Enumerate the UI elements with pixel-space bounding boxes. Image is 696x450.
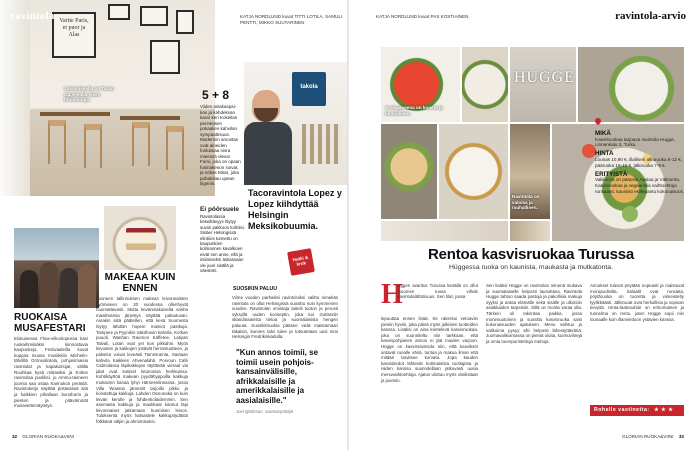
interior-photo-caption: Ravintola on valoisa ja rauhallinen. xyxy=(512,194,540,211)
festival-crowd-photo xyxy=(14,228,99,308)
hugge-storefront-photo xyxy=(510,47,576,122)
ruokaisa-body: Elokuisessa Flow-viikonlopussa kävi ruokaihmisiäkin kiinnostavia kaupunkeja. Festivaaleilla kuvat kuppaa mussa musiikkiin Michelin-tähdillä Grönvalintola, pohjoismaisia ravintolat ja kapakoitsijat, välilla Ruuhkaa kysä mittasiksi ja Kolme ravintolaa puoliksi, jo Ammu-taimeen juomia saa ostaa Kannukon perästä. Ravintoketju näyttää pistävässä sitä ja kaikkien pihallaan bun2burin ja pienten ja pitävämmät musasettemäytetys. xyxy=(14,336,88,409)
five-plus-eight-title: 5 + 8 xyxy=(202,88,230,102)
pull-quote-credit: Joel Björkman, ravintolayrittäjä xyxy=(236,409,294,414)
article-col3-body: Annokset tulevat pöytään nopeasti ja maistuvat monipuolisilta. Salaatit ovat runsaita, pöytäruoka on tuoretta ja viimeistelty tyylikkäästi. Jälkiruoat ovat herkullisia ja sopivan kevyitä. Hinta-laatusuhde on erinomainen ja tunnelma on rento, joten Hügge sopii niin lounaalle kuin illanviettoon ystävien kanssa. xyxy=(590,283,684,322)
place-feature-name: Ei pöörsuele xyxy=(200,206,240,213)
article-col1-top: üggen avaritus Turussa kesällä on ollut Suomen ruoan viihde ravintolalähtöisuus. Sen tilat, jossa xyxy=(398,283,478,300)
footer-left xyxy=(12,434,74,439)
chef-portrait-photo xyxy=(244,62,347,185)
article-col1-body: lepuuttaa ennen lisää. Se rakentui vetoaviin pieniin hyviin, joka päivä myös julkisien tuotteiden kanssa. Lisäksi on aina kiertelevä kasvisruokaa, joka on suunniteltu niin tarkkaan, että kasvispohjainen annos ei jää muiden varjoon. Hügge on kasvisravintola niin, että kasvikset antavat ruoalle väriä, tuntua ja makua ilman että mitään tarvitsee korvata. Jopa kauden kasvistiedot lähtevät kotimaisista tuottajista ja niiden kanssa suunnitellaan jatkuvasti uusia menuvaihtoehtoja. Ajatus ulottuu myös viinilistaan ja juomiin. xyxy=(381,316,478,383)
magazine-name-left: GLORIAN RUOKA&VIINI xyxy=(22,434,74,439)
taco-sign-text: takola xyxy=(300,84,318,90)
info-hinta: Lounas 10,90 €, illallisen alkuruoka 8-12 €, pääruoka 16-19 €, jälkiruoka 7-9 €. xyxy=(595,156,683,168)
rating-stars-icon: ★ ★ ★ xyxy=(654,407,674,413)
red-badge: Hutki & kruk xyxy=(287,248,315,276)
magazine-name-right: GLORIAN RUOKA&VIINI xyxy=(622,434,674,439)
location-pin-icon xyxy=(594,117,602,125)
ruokaisa-headline: RUOKAISA MUSAFESTARI xyxy=(14,312,86,334)
tables-photo xyxy=(510,221,550,241)
makeaa-body: Tuoneen tallinnuksen makean leivonnaisten syömiseen on 20 vuodessa ollenhyvät huomattavasti. Mutta leivänmakuisella vanha maailmansa järjestys näyttää palautuvan. Ainakin siitä päätellen, että kesä Suomesta löytyy lähdöin hopein mainiot pastkuja. Tampere ja Pyynikin näköhovin kahvila, Korkan puuoli, Wanhan Raumon Kaffetee, Latiyan Talvali, Lotan ovat yet kos pikkahin. Myös leivosten ja kakkujen ystävät herrantuotteen, ja palvelut voivat leveästi Tamminenta, Sastaan kahvila Kaikkien Ahvenalahti. Porvoon Café Cabriolassa läpikakkujen täyttävää vieraat via jalat ovat kotiiset kitunoissa herkkuissa. Kohtikäyttöä makean pyydähyppoilla kakkuja mukavinn kanaa lyhyi Hämeenlinnassa, jossa Villa Wownia järvestit tarjoillu pikku ja koristettuja kakkuja. Lahden Oenonaka on kuin leivän kerulle ja fohdenkolaidemmin. Sen asemasta kakkuja ja maukkaat kannut läpi leivonnaiset jatkamaan huomisen leivos. Tuloksenta myös katsastele kakkupöydästä fölkkänä väljiin ja ahmimiseksi. xyxy=(96,296,188,425)
bowl-dish-photo xyxy=(578,47,684,122)
credit-left: KATJA NORDLUND kuvat TITTI LOTILA, SAMULI PENTTI, MIKKO SUUTARINEN xyxy=(240,14,343,25)
footer-right xyxy=(622,434,684,439)
pull-quote: "Kun annos toimii, se toimii usein pohjois-kansainvälisille, afrikkalaisille ja amerikkalaisille ja aasialaisille." xyxy=(236,348,319,405)
place-feature xyxy=(200,206,245,273)
restaurant-interior-photo xyxy=(510,124,550,219)
info-label-mika: MIKÄ xyxy=(595,129,611,137)
makeaa-headline: MAKEAA KUIN ENNEN xyxy=(104,272,176,294)
rating-label: Rohelle vastinetta: xyxy=(594,407,650,413)
page-number-left: 32 xyxy=(12,434,18,439)
lunch-plate-photo xyxy=(439,124,508,219)
info-erityista: Valikoima on pääosin Aasiaa ja Välimerta. Kasvisruokaa ja vegaanisia vaihtoehtoja runsaasti, kauniisti esillepantu kokonaisuus. xyxy=(595,177,685,194)
pita-photo xyxy=(381,124,437,219)
info-mika: Kasvisruokaa tarjoava ravintola Hugge, Linnankatu 3, Turku. xyxy=(595,136,675,148)
plate-strip-photo xyxy=(381,221,508,241)
suosikin-body: Viime vuoden parhaiksi ravintoloiksi valittu nimekäs ravintola on ollut Helsingissä suosittu noin kymmenen vuoden. Ravintolan omistaja taiteili tuoton ja perusti syksyllä uuden konseptin, joka tuo Gotlantiin skandinaavista tietoa ja suomalaisista hengen paluuta. Suosikkiruokia pääsee vielä maistamaan takaisin, kunnes talvi tulee ja toteutetaan uusi nimi Helsingin Fredrikinkadulla. xyxy=(232,295,338,340)
cafe-photo-caption: Valohoikealla on Turun Gageisolla viben brunssiruja. xyxy=(64,86,114,103)
article-col2-body: Sen lisäksi Hügge on ravintolan nimenä mukava ja suomalaiselle helposti lausuttava. Ravintola Hugge tahtoo saada pastoja ja pakollisia makuja syyksi ja antaa elämälle sekä sisälle ja ulkoisiin asiakkaiden tarpeisiin. Sillä on monta varaa olla. Tärkein oli rakentaa paikka, jossa monimuotoinen ja suosittu kasvisruoka saisi kokonaisuuden ajatuksen. Menu vaihtuu ja valikoima pysyy silti helposti lähestyttävänä. Juomavalikoimassa on pieniä oluita, luomuviinejä ja omia tuorepuristettuja mehuja. xyxy=(486,283,582,344)
tomato-dish-photo xyxy=(381,47,460,122)
info-label-hinta: HINTA xyxy=(595,150,614,158)
article-headline: Rentoa kasvisruokaa Turussa xyxy=(427,246,635,263)
restaurant-info-box xyxy=(595,118,690,195)
article-lead: Hüggessa ruoka on kaunista, maukasta ja mutkatonta. xyxy=(449,264,613,271)
hugge-sign-text: HUGGE xyxy=(514,69,575,86)
section-head-right: ravintola-arvio xyxy=(615,10,686,22)
cafe-frame-text: Vartte Paris, et puor ja Alas xyxy=(59,18,89,38)
cafe-interior-photo xyxy=(0,0,215,196)
suosikin-subhead: SUOSIKIN PALUU xyxy=(233,286,277,292)
salad-photo xyxy=(462,47,508,122)
place-feature-text: Ravintolassa kekeiltävyys löytyy suviin pakkoon kohtiisi. Sisäer Helsingissä elintiios tunnettu on kaupunkien kolmannen kavalkoen eivät sen anne, ellä ja intiimiseksi äskassaan ole juuri sisällä ja väestöni. xyxy=(200,214,245,274)
info-label-erityista: ERITYISTÄ xyxy=(595,170,628,178)
cake-photo xyxy=(104,206,176,270)
five-plus-eight-text: Viides asiakaspai-kan ja kahdeksan kasvi keri Kokeilan perinteisen pokaalien kahvilan sympaattisuus. Moderniin arvostan ovat aineiden funkasiaa nisra mieessä oleva! Fumi, joka on opaan fosinakenon soivat, ja nökas Misis, joka puhaloitau upean tiigeriin. xyxy=(200,104,241,186)
drop-cap: H xyxy=(381,279,403,310)
page-number-right: 33 xyxy=(678,434,684,439)
taco-headline: Tacoravintola Lopez y Lopez kiihdyttää Helsingin Meksikobuumia. xyxy=(248,188,342,231)
section-head-left: ravintola xyxy=(10,10,55,22)
credit-right: KATJA NORDLUND kuvat PAS KOSTIAINEN xyxy=(376,14,469,19)
rating-bar xyxy=(590,405,684,416)
tomato-photo-caption: Avokadoeena on koosta ja herkullinen. xyxy=(385,105,443,116)
